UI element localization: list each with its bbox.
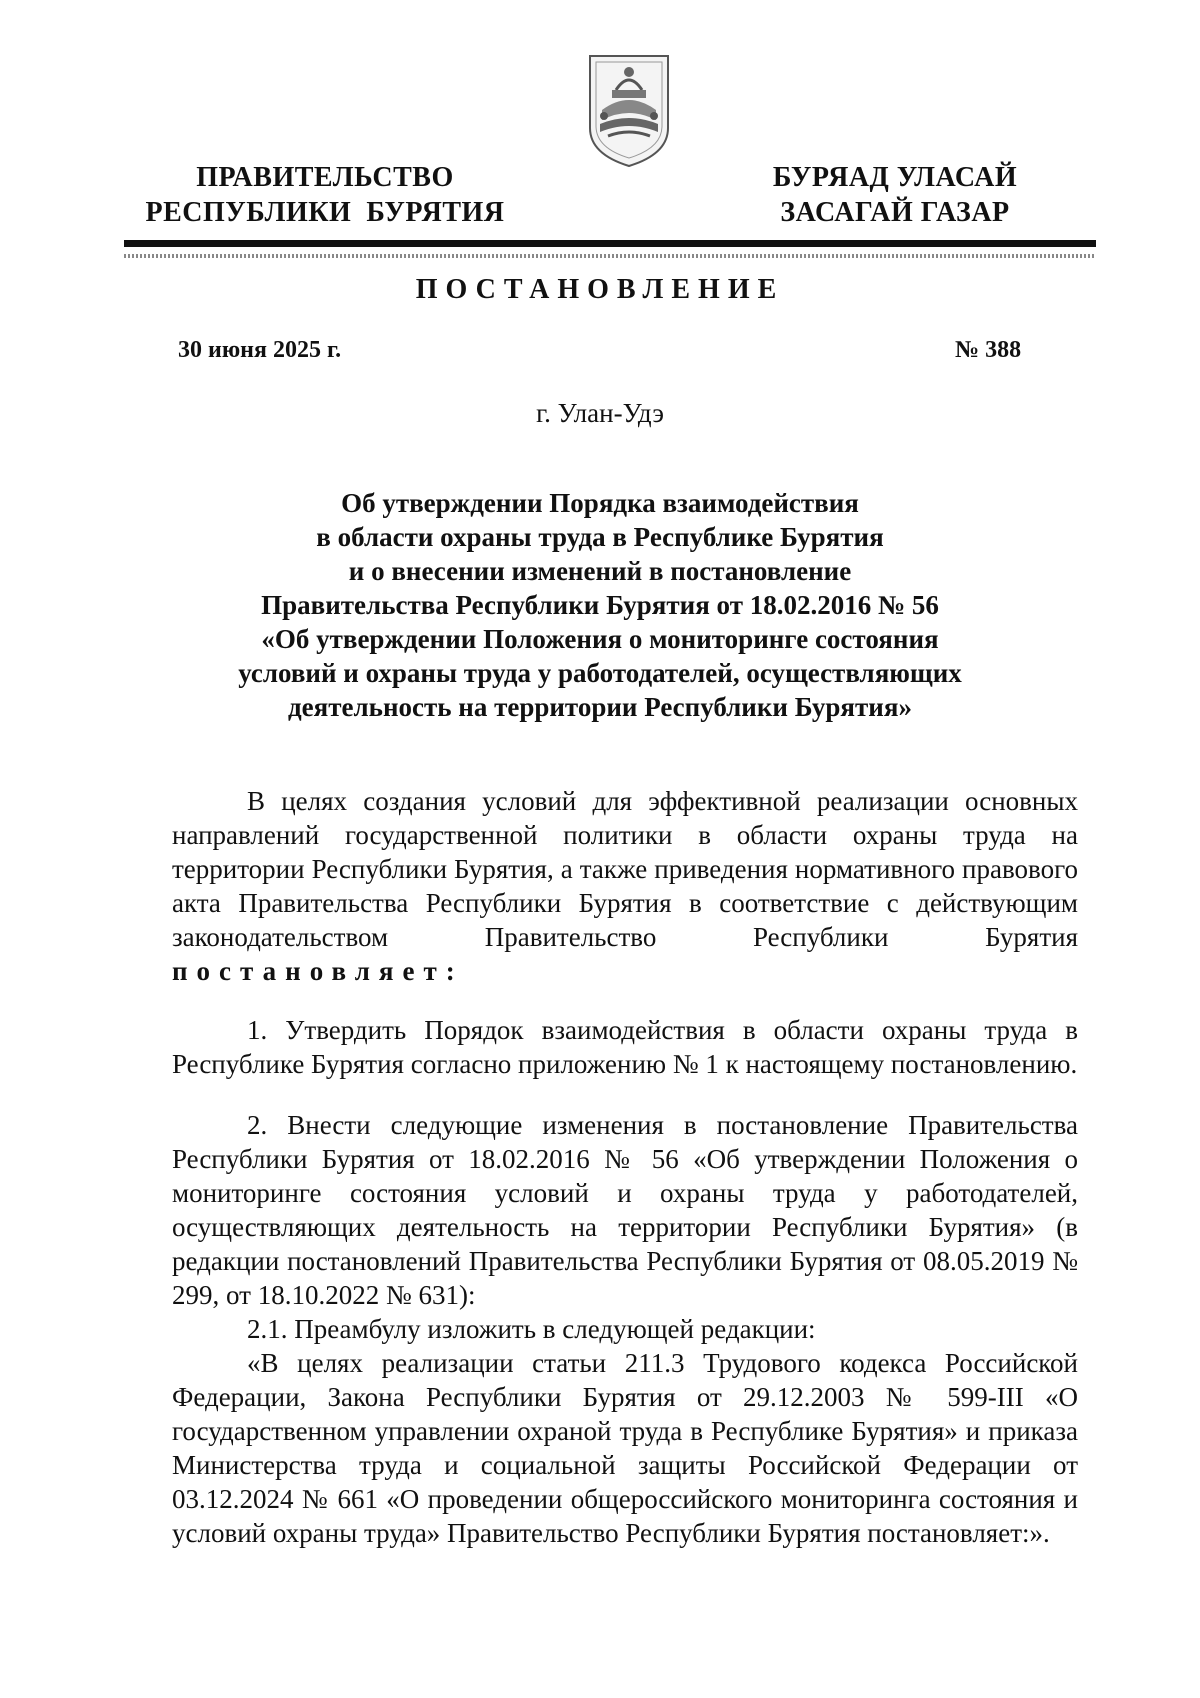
title-line: условий и охраны труда у работодателей, осуществляющих (238, 658, 962, 688)
header-divider-thick (124, 240, 1096, 247)
government-name-line: ЗАСАГАЙ ГАЗАР (780, 197, 1010, 228)
document-title (150, 486, 1050, 724)
title-line: в области охраны труда в Республике Бурятия (316, 522, 884, 552)
title-line: Правительства Республики Бурятия от 18.02.2016 № 56 (261, 590, 939, 620)
quoted-preamble-text: «В целях реализации статьи 211.3 Трудового кодекса Российской Федерации, Закона Республики Бурятия от 29.12.2003 № 599-III «О государственном управлении охраной труда в Республике Бурятия» и приказа Министерства труда и социальной защиты Российской Федерации от 03.12.2024 № 661 «О проведении общероссийского мониторинга состояния и условий охраны труда» Правительство Республики Бурятия постановляет:». (172, 1348, 1078, 1548)
title-line: Об утверждении Порядка взаимодействия (341, 488, 859, 518)
coat-of-arms-icon (586, 50, 672, 168)
item-1-text: 1. Утвердить Порядок взаимодействия в области охраны труда в Республике Бурятия согласно приложению № 1 к настоящему постановлению. (172, 1015, 1078, 1079)
preamble-paragraph (172, 784, 1078, 988)
document-number: № 388 (955, 337, 1022, 363)
item-2-text: 2. Внести следующие изменения в постановление Правительства Республики Бурятия от 18.02.2016 № 56 «Об утверждении Положения о мониторинге состояния условий и охраны труда у работодателей, осуществляющих деятельность на территории Республики Бурятия» (в редакции постановлений Правительства Республики Бурятия от 08.05.2019 № 299, от 18.10.2022 № 631): (172, 1110, 1078, 1310)
preamble-text: В целях создания условий для эффективной реализации основных направлений государственной политики в области охраны труда на территории Республики Бурятия, а также приведения нормативного правового акта Правительства Республики Бурятия в соответствие с действующим законодательством Правительство Республики Бурятия (172, 786, 1078, 952)
title-line: «Об утверждении Положения о мониторинге состояния (261, 624, 939, 654)
government-name-buryat (730, 160, 1060, 230)
government-name-russian (110, 160, 540, 230)
title-line: и о внесении изменений в постановление (348, 556, 852, 586)
government-name-line: ПРАВИТЕЛЬСТВО (196, 162, 454, 193)
document-date: 30 июня 2025 г. (178, 337, 342, 363)
item-2-block (172, 1108, 1078, 1550)
document-city: г. Улан-Удэ (536, 398, 664, 428)
government-name-line: РЕСПУБЛИКИ БУРЯТИЯ (145, 197, 505, 228)
item-1-paragraph (172, 1013, 1078, 1081)
letterhead (0, 0, 1200, 260)
document-type: ПОСТАНОВЛЕНИЕ (415, 274, 785, 305)
header-divider-thin (124, 254, 1096, 258)
decree-word: постановляет: (172, 956, 464, 986)
government-name-line: БУРЯАД УЛАСАЙ (772, 162, 1018, 193)
item-2-1-text: 2.1. Преамбулу изложить в следующей редакции: (247, 1314, 816, 1344)
title-line: деятельность на территории Республики Бурятия» (288, 692, 912, 722)
